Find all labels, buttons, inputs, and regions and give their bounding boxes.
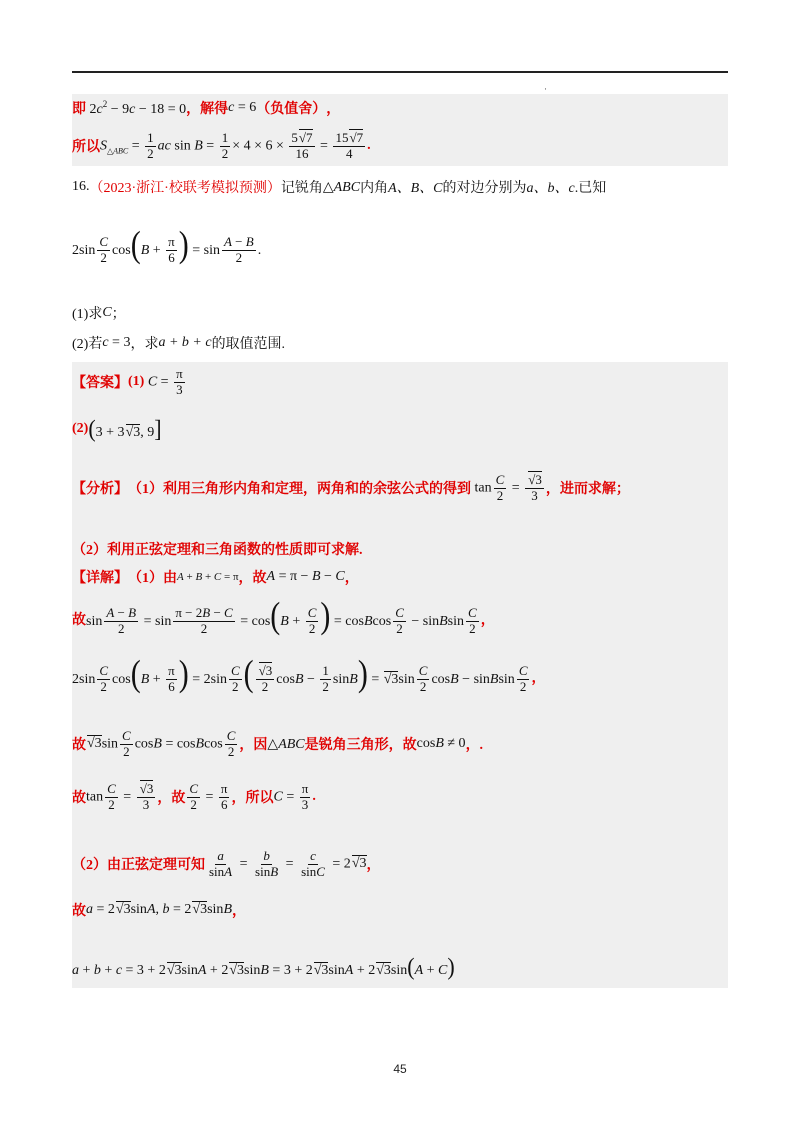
detail-line-7: 故 a = 2√3sinA, b = 2√3sinB ， [72, 902, 246, 919]
problem-stem: 16. （2023·浙江·校联考模拟预测） 记锐角 △ABC 内角 A、B、C 的对边分别为 a、b、c .已知 [72, 179, 607, 196]
prev-solution-line-1: 即 $2c^2 - 9c - 18 = 0$ ，解得 c = 6 （负值舍） ， [72, 98, 341, 117]
given-equation: 2sin $\frac{C}{2}$ cos(B + $\frac{\pi}{6}$ ) = sin $\frac{A - B}{2}$ . [72, 223, 262, 266]
detail-line-8: a + b + c = 3 + 2√3sinA + 2√3sinB = 3 + 2√3sinA + 2√3sin(A + C) [72, 952, 455, 980]
answer-part-1: 【答案】 (1) C = $\frac{\pi}{3}$ [72, 365, 183, 397]
page-number: 45 [393, 1062, 407, 1076]
question-2: (2)若 c = 3 ，求 a + b + c 的取值范围. [72, 335, 286, 352]
detail-line-5: 故 tan $\frac{C}{2}$ = $\frac{√3}{3}$ ，故 $\frac{C}{2}$ = $\frac{\pi}{6}$ ，所以 C = $\frac{\pi}{3}$ . [72, 780, 316, 812]
area-formula: $S_{\triangle ABC}$ = $\frac{1}{2}$ ac sin B = $\frac{1}{2}$ × 4 × 6 × $\frac{5√7}{16}$ = $\frac{15√7}{4}$ [100, 129, 364, 161]
answer-part-2: (2) (3 + 3√3, 9] [72, 414, 162, 442]
question-1: (1)求 C ； [72, 305, 126, 322]
prev-solution-line-2: 所以 $S_{\triangle ABC}$ = $\frac{1}{2}$ ac sin B = $\frac{1}{2}$ × 4 × 6 × $\frac{5√7}{16}$ = $\frac{15√7}{4}$ . [72, 129, 371, 161]
detail-line-4: 故 √3sin $\frac{C}{2}$ cosB = cosBcos $\frac{C}{2}$ ，因 △ABC 是锐角三角形，故 cosB ≠ 0 ，. [72, 727, 484, 759]
analysis-line-2: （2）利用正弦定理和三角函数的性质即可求解. [72, 543, 363, 558]
analysis-line-1: 【分析】 （1）利用三角形内角和定理，两角和的余弦公式的得到 tan $\frac{C}{2}$ = $\frac{√3}{3}$ ，进而求解； [72, 471, 630, 503]
header-rule [72, 71, 728, 73]
header-dot: · [544, 84, 547, 94]
quadratic-equation: $2c^2 - 9c - 18 = 0$ [86, 98, 187, 117]
detail-line-1: 【详解】 （1）由 A + B + C = π ，故 A = π − B − C ， [72, 569, 359, 586]
detail-line-3: 2sin $\frac{C}{2}$ cos(B + $\frac{\pi}{6}$ ) = 2sin $\frac{C}{2}$ ( $\frac{√3}{2}$ cosB − $\frac{1}{2}$ sinB) = √3sin $\frac{C}{2}$ cosB − sinBsin $\frac{C}{2}$ ， [72, 652, 546, 695]
detail-line-2: 故 sin $\frac{A - B}{2}$ = sin $\frac{\pi - 2B - C}{2}$ = cos(B + $\frac{C}{2}$ ) = cosBcos $\frac{C}{2}$ − sinBsin $\frac{C}{2}$ ， [72, 594, 495, 637]
detail-line-6: （2）由正弦定理可知 $\frac{a}{\sin A}$ = $\frac{b}{\sin B}$ = $\frac{c}{\sin C}$ = 2√3 ， [72, 847, 381, 879]
